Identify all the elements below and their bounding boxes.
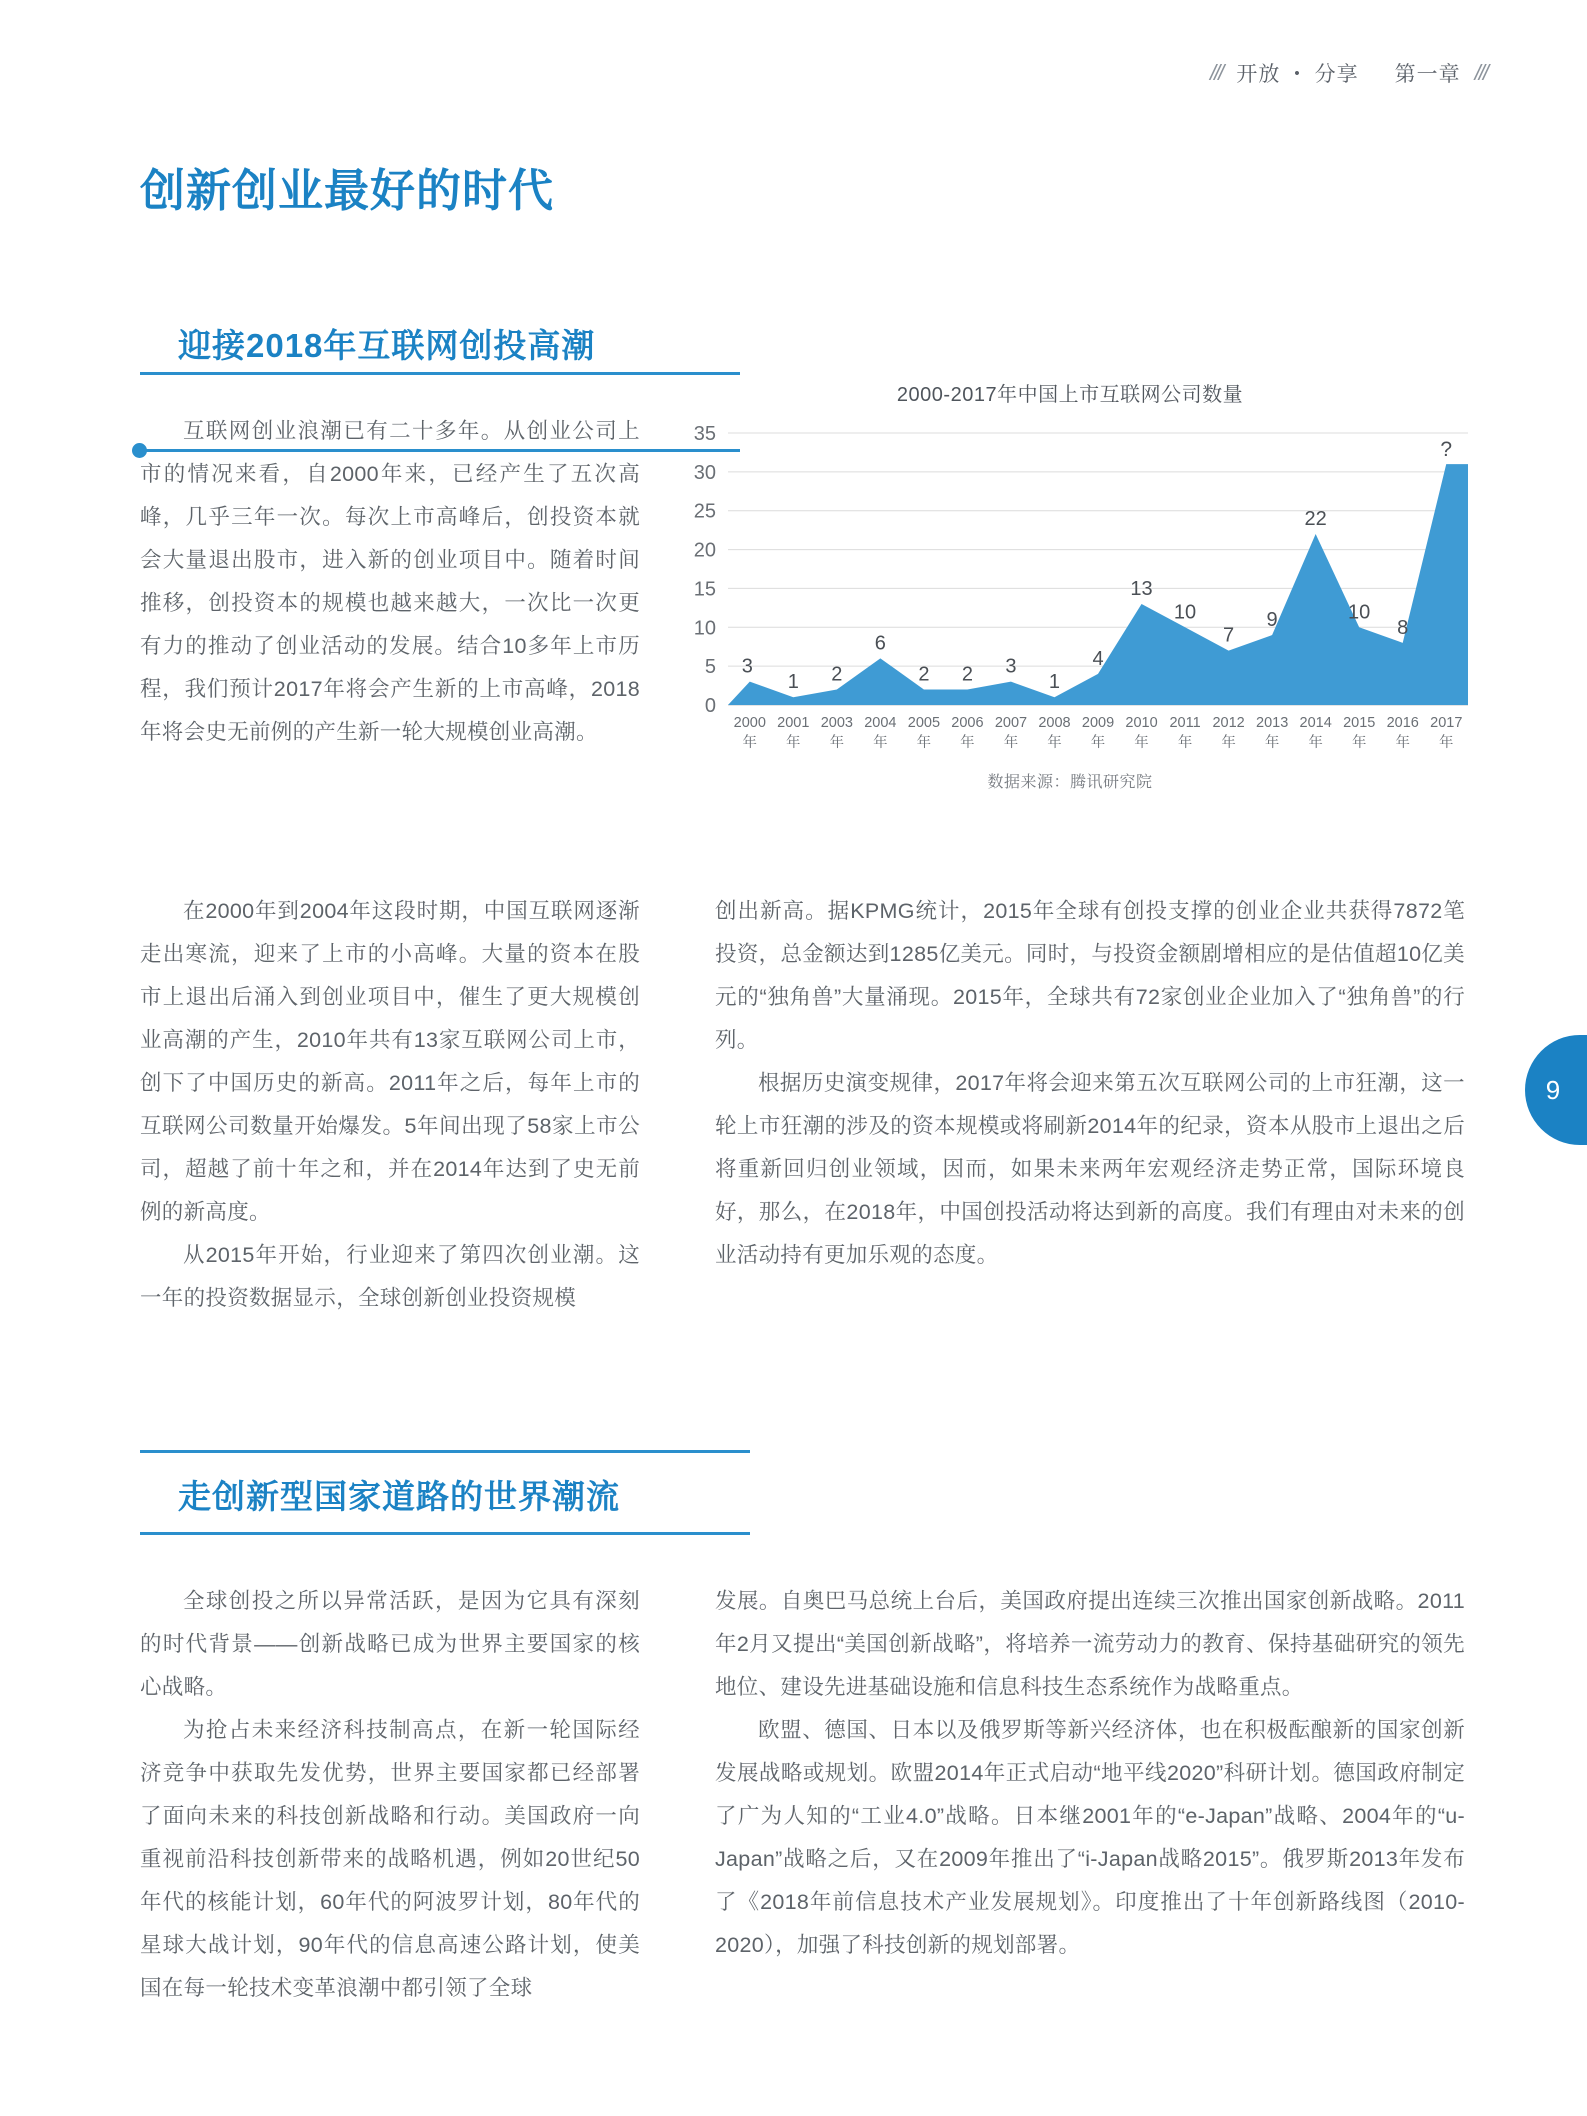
svg-text:8: 8 xyxy=(1397,616,1409,639)
svg-text:5: 5 xyxy=(704,656,716,679)
paragraph: 在2000年到2004年这段时期，中国互联网逐渐走出寒流，迎来了上市的小高峰。大量的资本在股市上退出后涌入到创业项目中，催生了更大规模创业高潮的产生，2010年共有13家互联网公司上市，创下了中国历史的新高。2011年之后，每年上市的互联网公司数量开始爆发。5年间出现了58家上市公司，超越了前十年之和，并在2014年达到了史无前例的新高度。 xyxy=(140,899,640,1224)
page-title: 创新创业最好的时代 xyxy=(140,165,555,216)
section2-rule-bottom xyxy=(140,1532,750,1535)
svg-text:3: 3 xyxy=(741,655,753,678)
svg-text:10: 10 xyxy=(693,617,716,640)
section1-left-top-text xyxy=(140,410,640,754)
paragraph: 创出新高。据KPMG统计，2015年全球有创投支撑的创业企业共获得7872笔投资，总金额达到1285亿美元。同时，与投资金额剧增相应的是估值超10亿美元的“独角兽”大量涌现。2015年，全球共有72家创业企业加入了“独角兽”的行列。 xyxy=(715,899,1465,1052)
x-axis-tick-label: 2012年 xyxy=(1212,715,1245,751)
section1-right-mid-text xyxy=(715,890,1465,1277)
x-axis-tick-label: 2010年 xyxy=(1125,715,1158,751)
svg-text:10: 10 xyxy=(1348,601,1371,624)
x-axis-tick-label: 2015年 xyxy=(1343,715,1376,751)
svg-text:1: 1 xyxy=(787,671,799,694)
x-axis-tick-label: 2001年 xyxy=(777,715,810,751)
paragraph: 欧盟、德国、日本以及俄罗斯等新兴经济体，也在积极酝酿新的国家创新发展战略或规划。欧盟2014年正式启动“地平线2020”科研计划。德国政府制定了广为人知的“工业4.0”战略。日本继2001年的“e-Japan”战略、2004年的“u-Japan”战略之后，又在2009年推出了“i-Japan战略2015”。俄罗斯2013年发布了《2018年前信息技术产业发展规划》。印度推出了十年创新路线图（2010-2020），加强了科技创新的规划部署。 xyxy=(715,1718,1465,1957)
x-axis-tick-label: 2000年 xyxy=(733,715,766,751)
page-title-block xyxy=(140,165,780,217)
chart-x-axis xyxy=(728,715,1468,752)
section1-underline xyxy=(140,372,740,375)
x-axis-tick-label: 2007年 xyxy=(994,715,1028,751)
section2-heading: 走创新型国家道路的世界潮流 xyxy=(178,1478,620,1515)
paragraph: 发展。自奥巴马总统上台后，美国政府提出连续三次推出国家创新战略。2011年2月又提出“美国创新战略”，将培养一流劳动力的教育、保持基础研究的领先地位、建设先进基础设施和信息科技生态系统作为战略重点。 xyxy=(715,1589,1465,1699)
x-axis-tick-label: 2006年 xyxy=(951,715,984,751)
svg-text:?: ? xyxy=(1440,438,1453,462)
svg-text:22: 22 xyxy=(1304,508,1327,531)
running-header xyxy=(1210,58,1487,88)
svg-text:10: 10 xyxy=(1173,601,1197,624)
svg-text:9: 9 xyxy=(1266,609,1278,632)
header-chapter: 第一章 xyxy=(1394,63,1461,86)
slashes-left-icon: /// xyxy=(1210,60,1223,85)
x-axis-tick-label: 2011年 xyxy=(1169,715,1201,751)
slashes-right-icon: /// xyxy=(1474,60,1487,85)
svg-text:1: 1 xyxy=(1048,671,1061,694)
header-bullet-icon: • xyxy=(1294,64,1301,82)
x-axis-tick-label: 2014年 xyxy=(1299,715,1332,751)
section1-left-mid-text xyxy=(140,890,640,1320)
svg-text:0: 0 xyxy=(704,695,716,715)
x-axis-tick-label: 2005年 xyxy=(907,715,941,751)
section2-heading-block xyxy=(140,1450,750,1535)
svg-text:7: 7 xyxy=(1223,624,1235,647)
chart-source-note: 数据来源：腾讯研究院 xyxy=(987,774,1153,791)
paragraph: 为抢占未来经济科技制高点，在新一轮国际经济竞争中获取先发优势，世界主要国家都已经部署了面向未来的科技创新战略和行动。美国政府一向重视前沿科技创新带来的战略机遇，例如20世纪50年代的核能计划，60年代的阿波罗计划，80年代的星球大战计划，90年代的信息高速公路计划，使美国在每一轮技术变革浪潮中都引领了全球 xyxy=(140,1718,640,2000)
svg-text:4: 4 xyxy=(1092,647,1104,670)
page-number-label: 9 xyxy=(1545,1074,1561,1105)
x-axis-tick-label: 2013年 xyxy=(1256,715,1289,751)
x-axis-tick-label: 2009年 xyxy=(1081,715,1115,751)
svg-text:3: 3 xyxy=(1005,655,1017,678)
x-axis-tick-label: 2008年 xyxy=(1038,715,1071,751)
svg-text:2: 2 xyxy=(961,663,973,686)
svg-text:13: 13 xyxy=(1130,577,1153,600)
svg-text:25: 25 xyxy=(693,500,716,523)
x-axis-tick-label: 2017年 xyxy=(1430,715,1463,751)
paragraph: 根据历史演变规律，2017年将会迎来第五次互联网公司的上市狂潮，这一轮上市狂潮的涉及的资本规模或将刷新2014年的纪录，资本从股市上退出之后将重新回归创业领域，因而，如果未来两年宏观经济走势正常，国际环境良好，那么，在2018年，中国创投活动将达到新的高度。我们有理由对未来的创业活动持有更加乐观的态度。 xyxy=(715,1071,1465,1267)
section2-left-text xyxy=(140,1580,640,2010)
svg-text:2: 2 xyxy=(831,663,843,686)
section1-heading: 迎接2018年互联网创投高潮 xyxy=(178,327,596,364)
svg-text:35: 35 xyxy=(693,423,716,445)
svg-text:20: 20 xyxy=(693,539,716,562)
x-axis-tick-label: 2004年 xyxy=(864,715,897,751)
header-text-open: 开放 xyxy=(1236,63,1281,86)
svg-text:15: 15 xyxy=(693,578,716,601)
x-axis-tick-label: 2016年 xyxy=(1386,715,1419,751)
svg-text:2: 2 xyxy=(918,663,930,686)
x-axis-tick-label: 2003年 xyxy=(820,715,853,751)
paragraph: 全球创投之所以异常活跃，是因为它具有深刻的时代背景——创新战略已成为世界主要国家的核心战略。 xyxy=(140,1589,640,1699)
area-chart-svg xyxy=(665,415,1475,715)
svg-text:30: 30 xyxy=(693,461,716,484)
chart-title: 2000-2017年中国上市互联网公司数量 xyxy=(896,384,1244,406)
svg-text:6: 6 xyxy=(874,632,886,655)
section2-right-text xyxy=(715,1580,1465,1967)
chart-container xyxy=(665,378,1475,833)
header-text-share: 分享 xyxy=(1314,63,1359,86)
paragraph: 从2015年开始，行业迎来了第四次创业潮。这一年的投资数据显示，全球创新创业投资规模 xyxy=(140,1243,640,1310)
paragraph: 互联网创业浪潮已有二十多年。从创业公司上市的情况来看，自2000年来，已经产生了五次高峰，几乎三年一次。每次上市高峰后，创投资本就会大量退出股市，进入新的创业项目中。随着时间推移，创投资本的规模也越来越大，一次比一次更有力的推动了创业活动的发展。结合10多年上市历程，我们预计2017年将会产生新的上市高峰，2018年将会史无前例的产生新一轮大规模创业高潮。 xyxy=(140,419,640,744)
chart-plot-area xyxy=(665,415,1475,755)
page-number-badge xyxy=(1525,1035,1587,1145)
